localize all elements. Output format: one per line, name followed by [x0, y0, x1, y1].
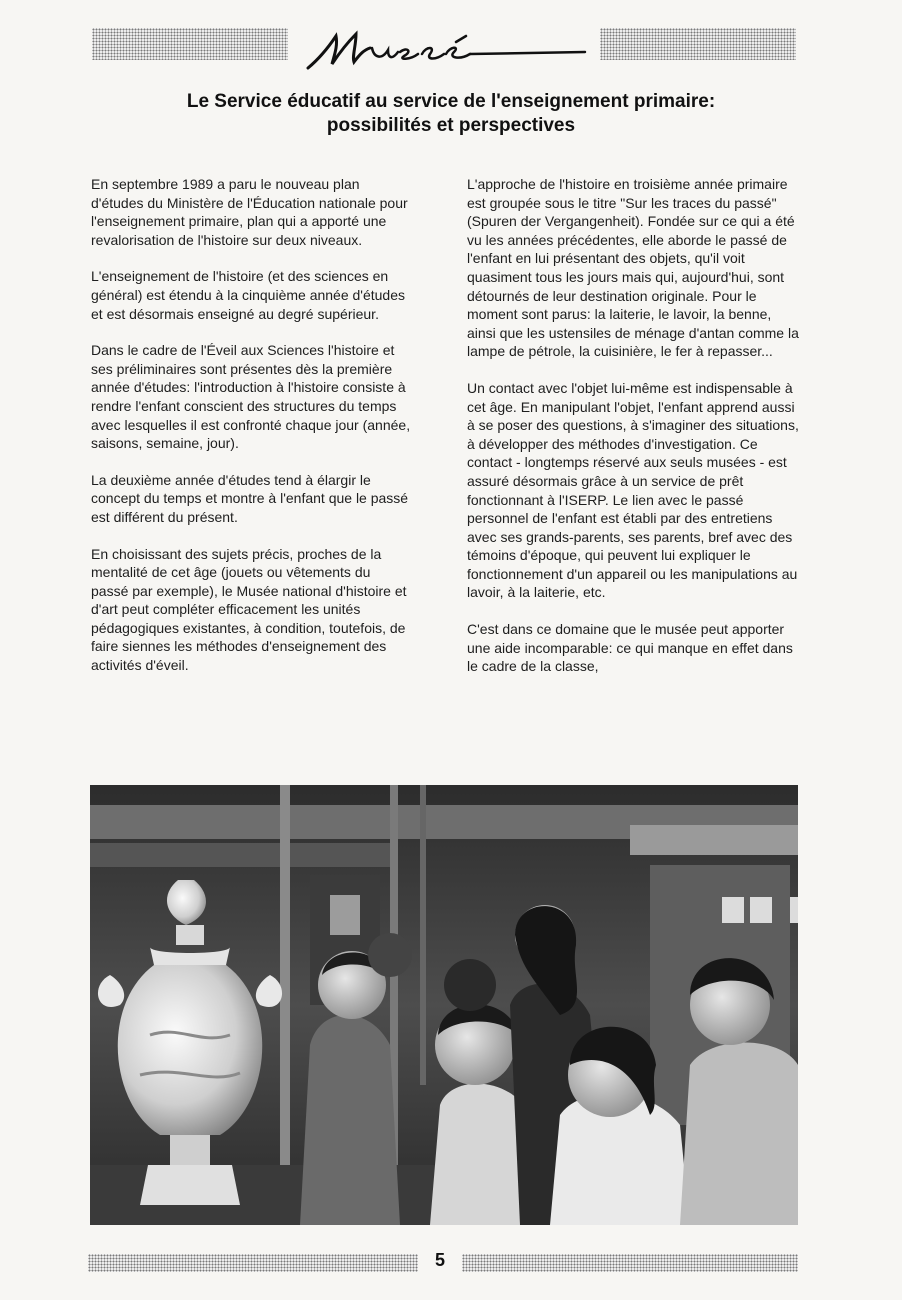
footer-dot-band-right [462, 1254, 798, 1272]
photo-illustration [90, 785, 798, 1225]
article-title [60, 90, 842, 138]
header-dot-band-left [92, 28, 288, 60]
musee-script-logo [300, 18, 590, 74]
paragraph: C'est dans ce domaine que le musée peut apporter une aide incomparable: ce qui manque en effet dans le cadre de la classe, [467, 621, 793, 675]
paragraph: L'approche de l'histoire en troisième année primaire est groupée sous le titre "Sur les traces du passé" (Spuren der Vergangenheit). Fondée sur ce qui a été vu les années précédentes, elle aborde le passé de l'enfant en lui présentant des objets, qu'il voit quasiment tous les jours mais qui, aujourd'hui, sont détournés de leur destination originale. Pour le moment sont parus: la laiterie, le lavoir, la benne, ainsi que les ustensiles de ménage d'antan comme la lampe de pétrole, la cuisinière, le fer à repasser... [467, 176, 799, 360]
left-text-column [91, 175, 411, 693]
paragraph: Un contact avec l'objet lui-même est indispensable à cet âge. En manipulant l'objet, l'enfant apprend aussi à se poser des questions, à s'imaginer des situations, à développer des méthodes d'investigation. Ce contact - longtemps réservé aux seuls musées - est assuré désormais grâce à un service de prêt fonctionnant à l'ISERP. Le lien avec le passé personnel de l'enfant est établi par des entretiens avec ses grands-parents, ses parents, bref avec des témoins d'époque, qui peuvent lui expliquer le fonctionnement d'un appareil ou les manipulations au lavoir, à la laiterie, etc. [467, 379, 799, 601]
paragraph: L'enseignement de l'histoire (et des sciences en général) est étendu à la cinquième année d'études et est désormais enseigné au degré supérieur. [91, 268, 406, 322]
paragraph: En choisissant des sujets précis, proches de la mentalité de cet âge (jouets ou vêtements du passé par exemple), le Musée national d'histoire et d'art peut compléter efficacement les unités pédagogiques existantes, à condition, toutefois, de faire siennes les méthodes d'enseignement des activités d'éveil. [91, 545, 407, 674]
title-line-1: Le Service éducatif au service de l'enseignement primaire: [186, 91, 716, 112]
paragraph: La deuxième année d'études tend à élargir le concept du temps et montre à l'enfant que le passé est différent du présent. [91, 471, 409, 525]
footer-dot-band-left [88, 1254, 418, 1272]
paragraph: Dans le cadre de l'Éveil aux Sciences l'histoire et ses préliminaires sont présentes dès la première année d'études: l'introduction à l'histoire consiste à rendre l'enfant conscient des structures du temps avec lesquelles il est confronté chaque jour (année, saisons, semaine, jour). [91, 342, 411, 452]
museum-visit-photo [90, 785, 798, 1225]
right-text-column [467, 175, 799, 694]
page-number: 5 [434, 1250, 445, 1270]
header-dot-band-right [600, 28, 796, 60]
paragraph: En septembre 1989 a paru le nouveau plan d'études du Ministère de l'Éducation nationale pour l'enseignement primaire, plan qui a apporté une revalorisation de l'histoire sur deux niveaux. [91, 176, 408, 248]
musee-logo-drawing [300, 18, 590, 74]
title-line-2: possibilités et perspectives [326, 115, 576, 136]
